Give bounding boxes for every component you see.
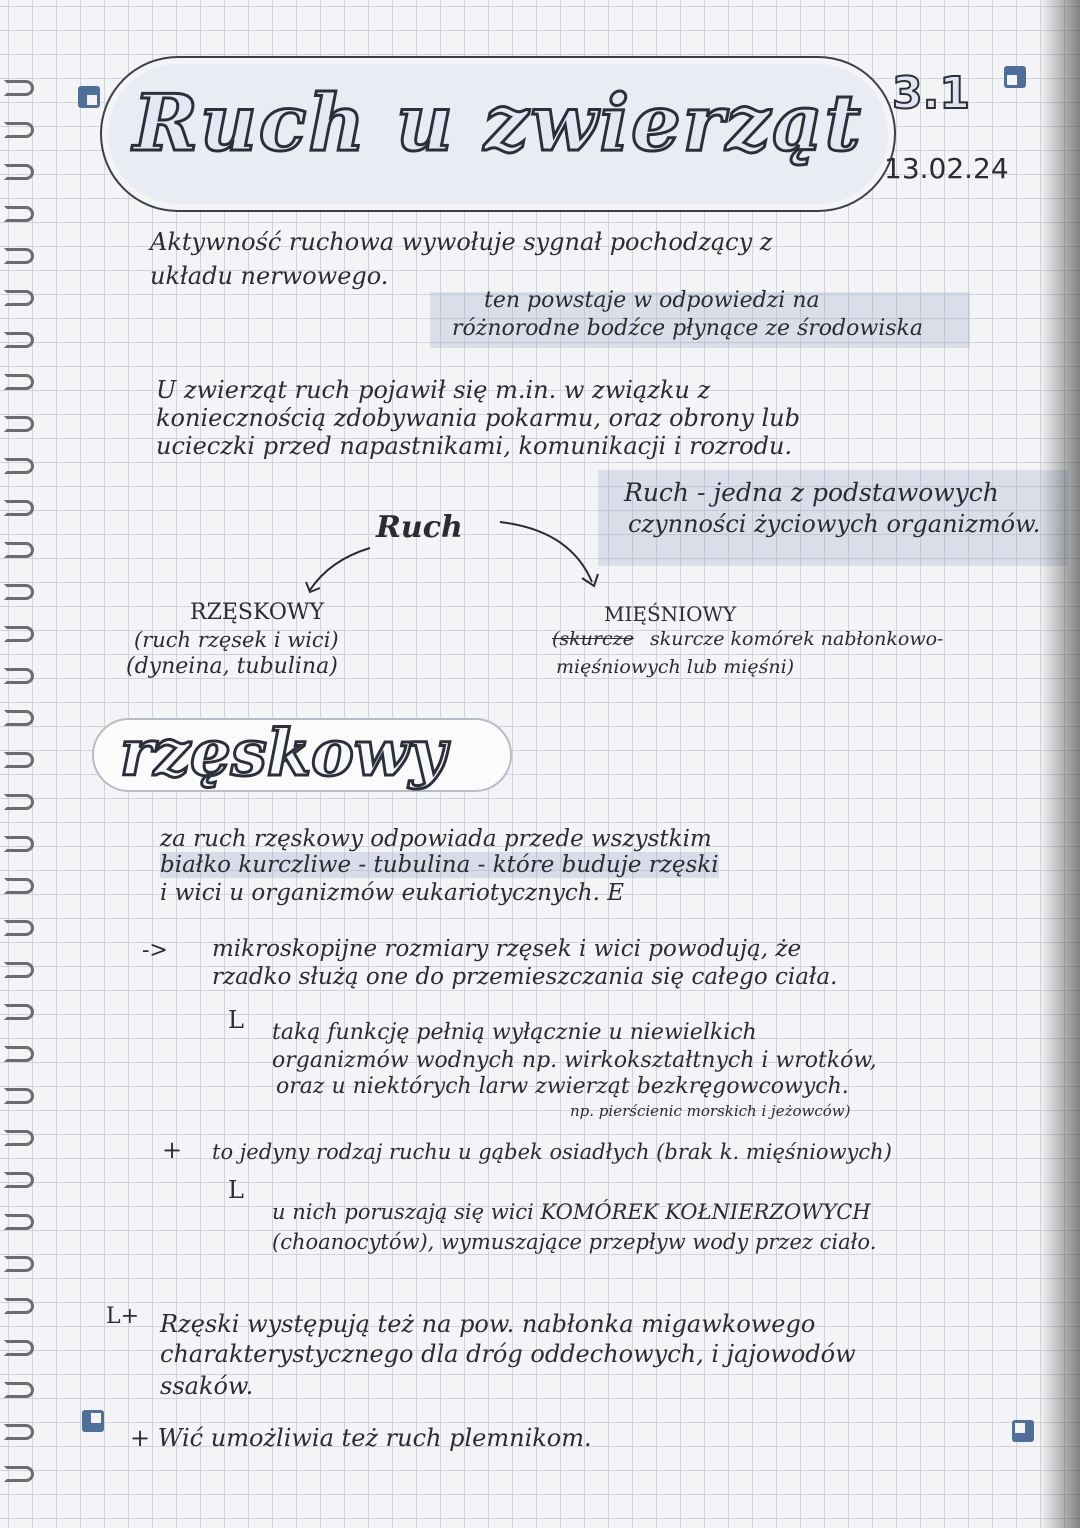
p6-line-2: charakterystycznego dla dróg oddechowych, i jajowodów (160, 1340, 856, 1368)
diagram-right-strike: (skurcze (552, 628, 634, 650)
p5-line-2: (choanocytów), wymuszające przepływ wody przez ciało. (272, 1230, 877, 1254)
p1-line-1: za ruch rzęskowy odpowiada przede wszystkim (160, 826, 712, 852)
diagram-left-line-2: (dyneina, tubulina) (126, 654, 338, 679)
p6-prefix: L+ (106, 1304, 140, 1329)
note-date: 13.02.24 (884, 152, 1009, 185)
diagram-right-line-1: skurcze komórek nabłonkowo- (650, 628, 944, 650)
p3-bracket: L (228, 1006, 244, 1034)
corner-mark-top-right (1004, 66, 1026, 88)
diagram-right-title: MIĘŚNIOWY (604, 602, 737, 626)
diagram-left-title: RZĘSKOWY (190, 600, 324, 625)
page-title: Ruch u zwierząt (133, 78, 863, 169)
section-title: rzęskowy (120, 716, 447, 791)
p3-line-3: oraz u niektórych larw zwierząt bezkręgowcowych. (276, 1074, 849, 1099)
p6-line-1: Rzęski występują też na pow. nabłonka migawkowego (160, 1310, 816, 1338)
p1-line-2: białko kurczliwe - tubulina - które buduje rzęski (160, 852, 719, 878)
intro-line-2: układu nerwowego. (150, 262, 389, 290)
diagram-right-line-2: mięśniowych lub mięśni) (556, 656, 795, 678)
spiral-binding (0, 60, 40, 1500)
p2-line-1: mikroskopijne rozmiary rzęsek i wici powodują, że (212, 936, 802, 962)
p4-plus: + (162, 1136, 183, 1164)
para2-line-2: koniecznością zdobywania pokarmu, oraz obrony lub (156, 404, 800, 432)
section-number: 3.1 (892, 68, 970, 119)
p6-line-3: ssaków. (160, 1372, 254, 1400)
p2-arrow: -> (142, 938, 168, 963)
para2-line-1: U zwierząt ruch pojawił się m.in. w związku z (156, 376, 711, 404)
p5-bracket: L (228, 1176, 244, 1204)
p3-note: np. pierścienic morskich i jeżowców) (570, 1102, 851, 1120)
p5-line-1: u nich poruszają się wici KOMÓREK KOŁNIERZOWYCH (272, 1200, 871, 1224)
title-bubble (108, 64, 888, 204)
p4-line-1: to jedyny rodzaj ruchu u gąbek osiadłych (brak k. mięśniowych) (212, 1140, 892, 1164)
p3-line-2: organizmów wodnych np. wirkokształtnych i wrotków, (272, 1048, 877, 1073)
p3-line-1: taką funkcję pełnią wyłącznie u niewielkich (272, 1020, 757, 1045)
intro-note-line-1: ten powstaje w odpowiedzi na (484, 288, 820, 313)
definition-line-1: Ruch - jedna z podstawowych (624, 478, 999, 507)
corner-mark-bottom-left (82, 1410, 104, 1432)
definition-line-2: czynności życiowych organizmów. (628, 510, 1041, 538)
corner-mark-top-left (78, 86, 100, 108)
p2-line-2: rzadko służą one do przemieszczania się całego ciała. (212, 964, 838, 990)
p1-line-3: i wici u organizmów eukariotycznych. E (160, 880, 625, 906)
intro-note-line-2: różnorodne bodźce płynące ze środowiska (452, 316, 923, 341)
diagram-left-line-1: (ruch rzęsek i wici) (134, 628, 339, 652)
intro-line-1: Aktywność ruchowa wywołuje sygnał pochodzący z (150, 228, 773, 256)
corner-mark-bottom-right (1012, 1420, 1034, 1442)
p7-line: + Wić umożliwia też ruch plemnikom. (130, 1424, 592, 1452)
para2-line-3: ucieczki przed napastnikami, komunikacji i rozrodu. (156, 432, 793, 460)
diagram-center: Ruch (376, 510, 463, 545)
section-title-bubble (92, 712, 532, 798)
